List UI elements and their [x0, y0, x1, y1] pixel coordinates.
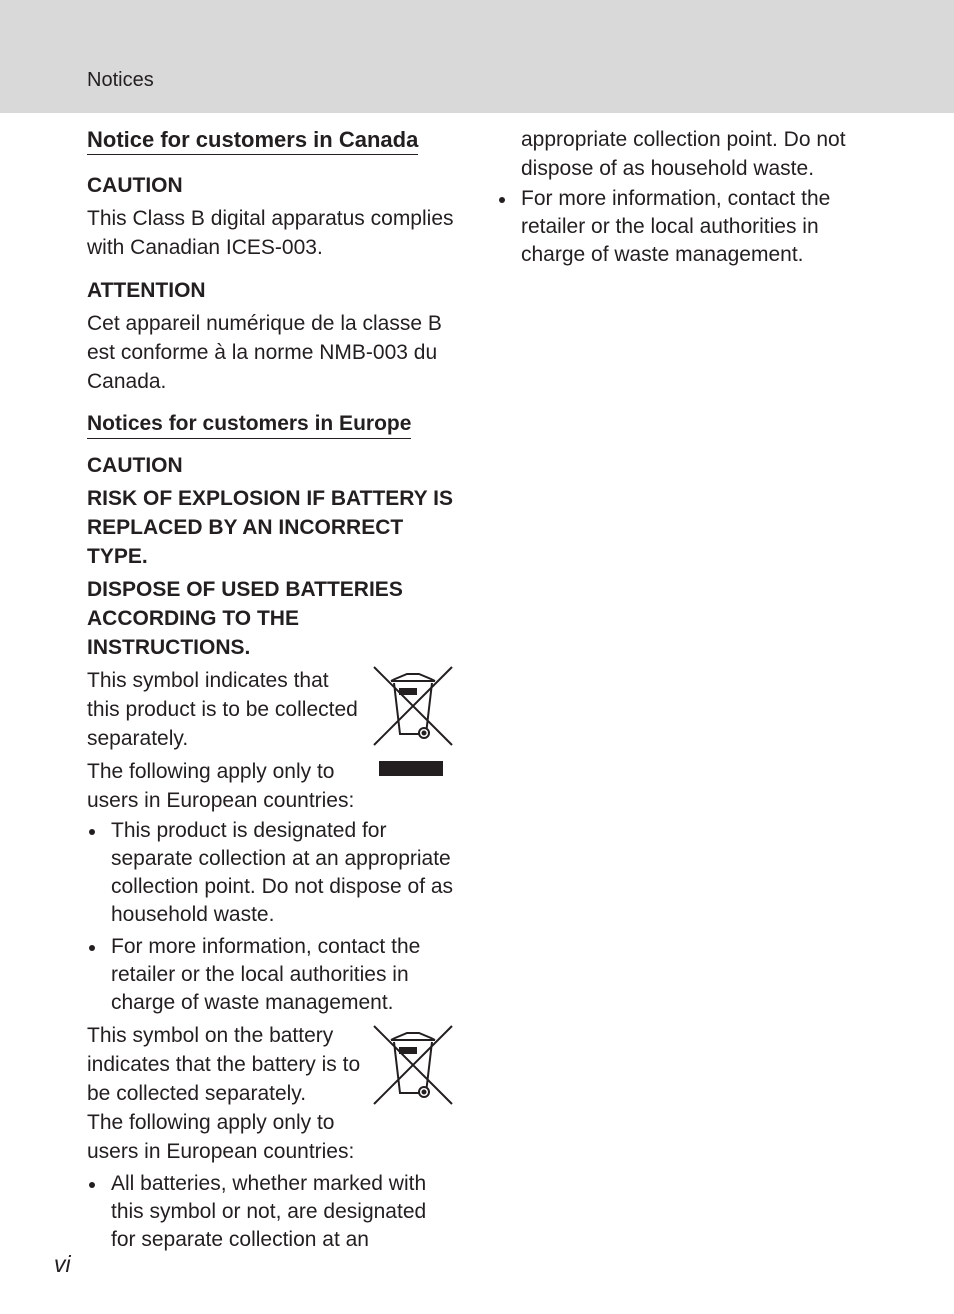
battery-symbol-text: This symbol on the battery indicates that the battery is to be collected separately. [87, 1024, 361, 1105]
product-symbol-block [87, 666, 455, 815]
crossed-out-wheelie-bin-icon [371, 664, 457, 787]
continued-text: appropriate collection point. Do not dispose of as household waste. [521, 128, 846, 180]
list-item [87, 817, 455, 929]
dispose-warning: DISPOSE OF USED BATTERIES ACCORDING TO THE INSTRUCTIONS. [87, 578, 403, 659]
running-header: Notices [87, 69, 154, 91]
battery-apply-text: The following apply only to users in European countries: [87, 1111, 355, 1163]
canada-caution-label: CAUTION [87, 174, 183, 197]
list-item-text: For more information, contact the retailer or the local authorities in charge of waste management. [111, 935, 421, 1014]
explosion-warning: RISK OF EXPLOSION IF BATTERY IS REPLACED BY AN INCORRECT TYPE. [87, 487, 453, 568]
europe-heading: Notices for customers in Europe [87, 410, 411, 439]
page-number: vi [54, 1251, 71, 1277]
bullet-dot [89, 945, 95, 951]
europe-caution-label: CAUTION [87, 454, 183, 477]
canada-heading: Notice for customers in Canada [87, 126, 418, 155]
list-item [87, 1170, 455, 1254]
crossed-out-wheelie-bin-icon [371, 1023, 457, 1114]
attention-text: Cet appareil numérique de la classe B est conforme à la norme NMB-003 du Canada. [87, 312, 442, 393]
product-symbol-text: This symbol indicates that this product is to be collected separately. [87, 669, 358, 750]
attention-label: ATTENTION [87, 279, 206, 302]
bullet-dot [89, 829, 95, 835]
bullet-dot [89, 1182, 95, 1188]
list-item-text: All batteries, whether marked with this symbol or not, are designated for separate collection at an [111, 1172, 427, 1251]
header-band [0, 0, 954, 113]
battery-symbol-block [87, 1021, 455, 1166]
list-item [87, 933, 455, 1017]
right-column [497, 125, 877, 273]
left-column [87, 124, 455, 1258]
bullet-dot [499, 197, 505, 203]
canada-caution-text: This Class B digital apparatus complies with Canadian ICES-003. [87, 207, 454, 259]
right-bullet-list [497, 185, 877, 269]
list-item-text: This product is designated for separate collection at an appropriate collection point. Do not dispose of as household waste. [111, 819, 454, 926]
list-item [497, 185, 877, 269]
list-item-text: For more information, contact the retailer or the local authorities in charge of waste management. [521, 187, 831, 266]
product-bullet-list [87, 817, 455, 1017]
product-apply-text: The following apply only to users in European countries: [87, 760, 355, 812]
battery-bullet-list [87, 1170, 455, 1254]
